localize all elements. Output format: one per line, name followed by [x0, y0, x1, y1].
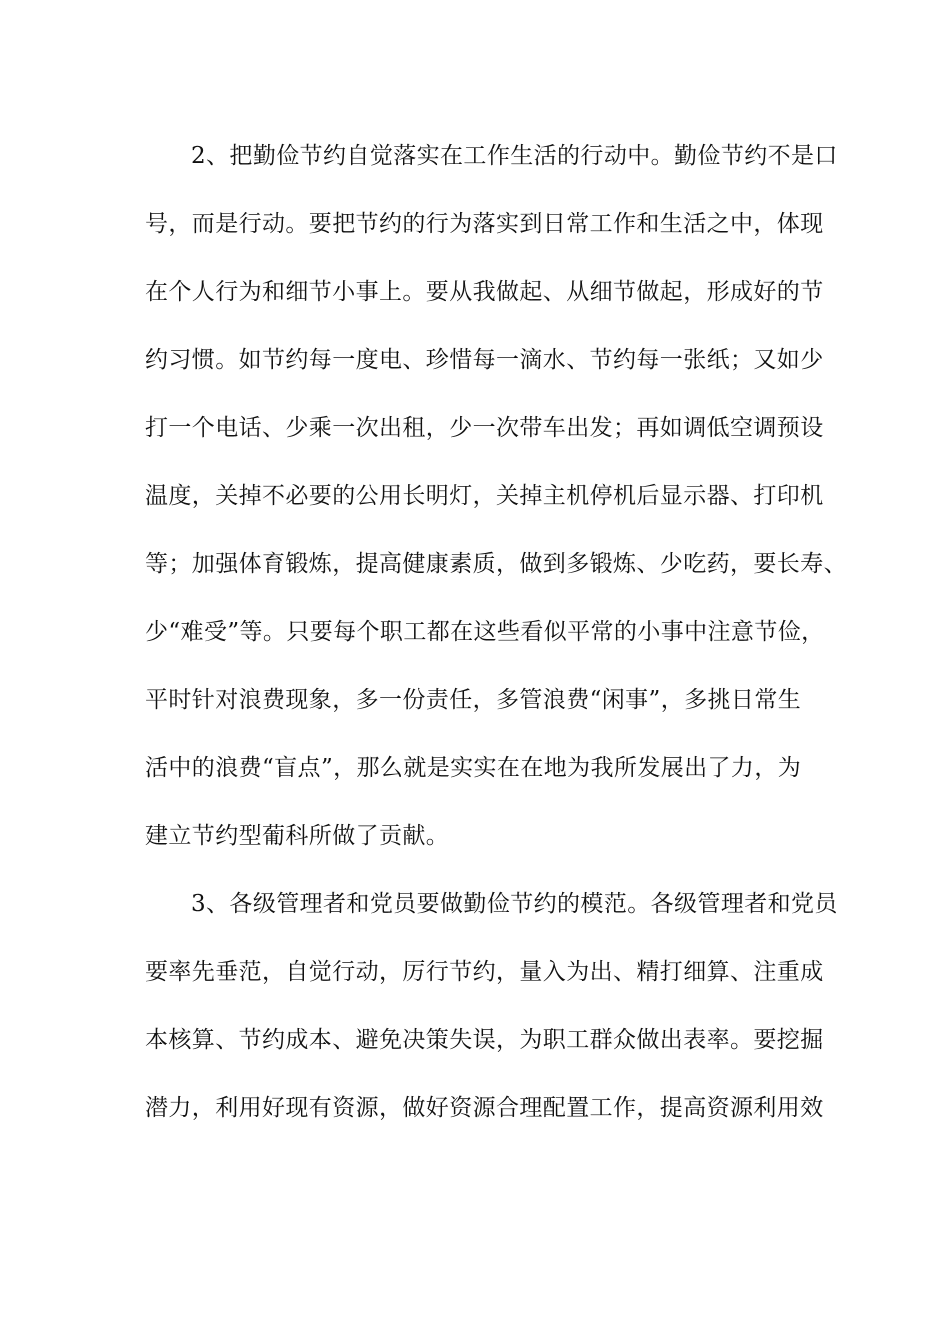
text-line: 等；加强体育锻炼，提高健康素质，做到多锻炼、少吃药，要长寿、 [145, 551, 847, 577]
text-line: 温度，关掉不必要的公用长明灯，关掉主机停机后显示器、打印机 [145, 483, 824, 509]
text-line: 少“难受”等。只要每个职工都在这些看似平常的小事中注意节俭， [145, 619, 825, 645]
text-line: 要率先垂范，自觉行动，厉行节约，量入为出、精打细算、注重成 [145, 959, 824, 985]
text-line: 平时针对浪费现象，多一份责任，多管浪费“闲事”，多挑日常生 [145, 687, 802, 713]
text-line: 本核算、节约成本、避免决策失误，为职工群众做出表率。要挖掘 [145, 1027, 824, 1053]
text-line: 在个人行为和细节小事上。要从我做起、从细节做起，形成好的节 [145, 279, 824, 305]
text-line: 活中的浪费“盲点”，那么就是实实在在地为我所发展出了力，为 [145, 755, 802, 781]
text-line: 号，而是行动。要把节约的行为落实到日常工作和生活之中，体现 [145, 211, 824, 237]
text-line: 3、各级管理者和党员要做勤俭节约的模范。各级管理者和党员 [191, 891, 838, 917]
text-line: 建立节约型葡科所做了贡献。 [145, 823, 450, 849]
paragraph-3 [145, 876, 838, 1148]
paragraph-2 [145, 128, 847, 876]
document-body [145, 128, 847, 1148]
text-line: 潜力，利用好现有资源，做好资源合理配置工作，提高资源利用效 [145, 1095, 824, 1121]
text-line: 打一个电话、少乘一次出租，少一次带车出发；再如调低空调预设 [145, 415, 824, 441]
text-line: 2、把勤俭节约自觉落实在工作生活的行动中。勤俭节约不是口 [191, 143, 838, 169]
text-line: 约习惯。如节约每一度电、珍惜每一滴水、节约每一张纸；又如少 [145, 347, 824, 373]
